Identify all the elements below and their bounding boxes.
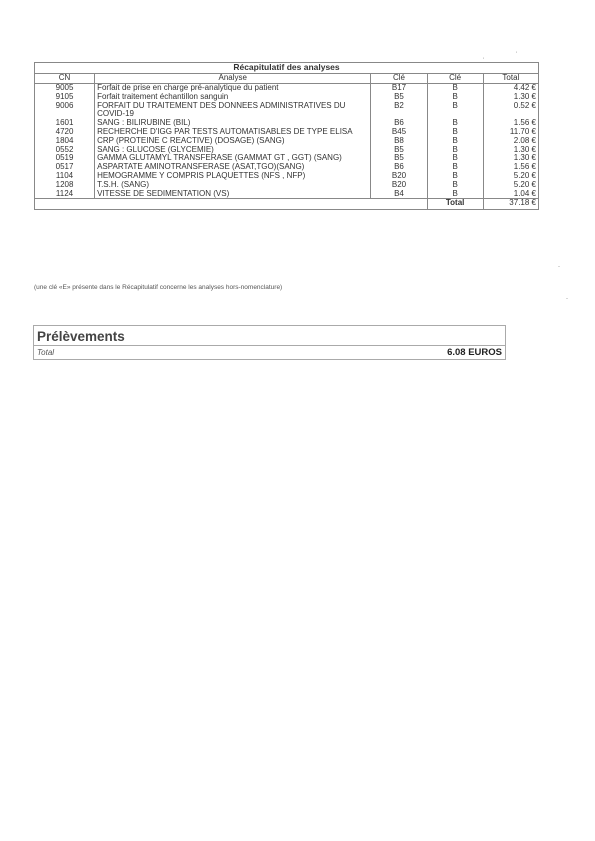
row-total: 1.30 € bbox=[483, 154, 538, 163]
row-analyse: Forfait de prise en charge pré-analytique du patient bbox=[95, 84, 371, 93]
prelevements-title: Prélèvements bbox=[33, 325, 506, 346]
row-analyse: SANG : GLUCOSE (GLYCEMIE) bbox=[95, 146, 371, 155]
row-cle-2: B bbox=[427, 190, 483, 199]
prelevements-section bbox=[33, 325, 506, 360]
row-cle: B6 bbox=[371, 119, 427, 128]
total-row bbox=[35, 199, 539, 210]
row-cle: B5 bbox=[371, 154, 427, 163]
row-analyse: ASPARTATE AMINOTRANSFERASE (ASAT,TGO)(SANG) bbox=[95, 163, 371, 172]
row-cle-2: B bbox=[427, 146, 483, 155]
row-cle-2: B bbox=[427, 137, 483, 146]
recap-title: Récapitulatif des analyses bbox=[35, 63, 539, 74]
row-cle: B4 bbox=[371, 190, 427, 199]
row-total: 5.20 € bbox=[483, 172, 538, 181]
header-cle-2: Clé bbox=[427, 74, 483, 84]
row-cle: B45 bbox=[371, 128, 427, 137]
row-cle: B5 bbox=[371, 146, 427, 155]
row-cle-2: B bbox=[427, 128, 483, 137]
row-cn: 1124 bbox=[35, 190, 95, 199]
row-analyse: Forfait traitement échantillon sanguin bbox=[95, 93, 371, 102]
row-total: 2.08 € bbox=[483, 137, 538, 146]
grand-total-value: 37.18 € bbox=[483, 199, 538, 210]
row-analyse: VITESSE DE SEDIMENTATION (VS) bbox=[95, 190, 371, 199]
total-blank-2 bbox=[371, 199, 427, 210]
row-cn: 1104 bbox=[35, 172, 95, 181]
row-total: 1.56 € bbox=[483, 119, 538, 128]
total-blank bbox=[35, 199, 371, 210]
scan-speck: ' bbox=[483, 58, 485, 64]
header-cle: Clé bbox=[371, 74, 427, 84]
row-cn: 9005 bbox=[35, 84, 95, 93]
header-total: Total bbox=[483, 74, 538, 84]
row-cn: 4720 bbox=[35, 128, 95, 137]
row-analyse: RECHERCHE D'IGG PAR TESTS AUTOMATISABLES DE TYPE ELISA bbox=[95, 128, 371, 137]
row-analyse: HEMOGRAMME Y COMPRIS PLAQUETTES (NFS , NFP) bbox=[95, 172, 371, 181]
row-total: 1.30 € bbox=[483, 93, 538, 102]
row-total: 0.52 € bbox=[483, 102, 538, 120]
prelevements-total-row bbox=[33, 346, 506, 360]
row-cle-2: B bbox=[427, 163, 483, 172]
row-analyse: CRP (PROTEINE C REACTIVE) (DOSAGE) (SANG) bbox=[95, 137, 371, 146]
row-total: 11.70 € bbox=[483, 128, 538, 137]
recap-header-row bbox=[35, 74, 539, 84]
row-cn: 1804 bbox=[35, 137, 95, 146]
prelevements-total-value: 6.08 EUROS bbox=[447, 347, 502, 358]
row-cle-2: B bbox=[427, 93, 483, 102]
scan-speck: ' bbox=[516, 52, 518, 58]
recap-table bbox=[34, 62, 539, 210]
row-cn: 0519 bbox=[35, 154, 95, 163]
row-cle-2: B bbox=[427, 172, 483, 181]
prelevements-total-label: Total bbox=[37, 348, 55, 357]
header-cn: CN bbox=[35, 74, 95, 84]
row-cn: 1601 bbox=[35, 119, 95, 128]
row-cn: 9105 bbox=[35, 93, 95, 102]
scan-speck: - bbox=[558, 264, 560, 270]
row-cn: 9006 bbox=[35, 102, 95, 120]
row-cle: B20 bbox=[371, 181, 427, 190]
row-total: 1.30 € bbox=[483, 146, 538, 155]
row-cle: B6 bbox=[371, 163, 427, 172]
row-cle-2: B bbox=[427, 84, 483, 93]
scan-speck: - bbox=[566, 296, 568, 302]
row-cn: 1208 bbox=[35, 181, 95, 190]
row-total: 5.20 € bbox=[483, 181, 538, 190]
row-cn: 0552 bbox=[35, 146, 95, 155]
recap-body bbox=[35, 84, 539, 199]
row-cle: B2 bbox=[371, 102, 427, 120]
row-cn: 0517 bbox=[35, 163, 95, 172]
table-row bbox=[35, 102, 539, 120]
row-total: 4.42 € bbox=[483, 84, 538, 93]
header-analyse: Analyse bbox=[95, 74, 371, 84]
row-analyse: SANG : BILIRUBINE (BIL) bbox=[95, 119, 371, 128]
row-total: 1.56 € bbox=[483, 163, 538, 172]
row-analyse: GAMMA GLUTAMYL TRANSFERASE (GAMMAT GT , GGT) (SANG) bbox=[95, 154, 371, 163]
row-cle-2: B bbox=[427, 119, 483, 128]
row-analyse: FORFAIT DU TRAITEMENT DES DONNEES ADMINISTRATIVES DU COVID-19 bbox=[95, 102, 371, 120]
row-cle: B8 bbox=[371, 137, 427, 146]
row-total: 1.04 € bbox=[483, 190, 538, 199]
row-cle-2: B bbox=[427, 154, 483, 163]
row-analyse: T.S.H. (SANG) bbox=[95, 181, 371, 190]
grand-total-label: Total bbox=[427, 199, 483, 210]
note-text: (une clé «E» présente dans le Récapitulatif concerne les analyses hors-nomenclature) bbox=[34, 284, 283, 291]
row-cle: B5 bbox=[371, 93, 427, 102]
row-cle-2: B bbox=[427, 181, 483, 190]
row-cle-2: B bbox=[427, 102, 483, 120]
row-cle: B17 bbox=[371, 84, 427, 93]
row-cle: B20 bbox=[371, 172, 427, 181]
